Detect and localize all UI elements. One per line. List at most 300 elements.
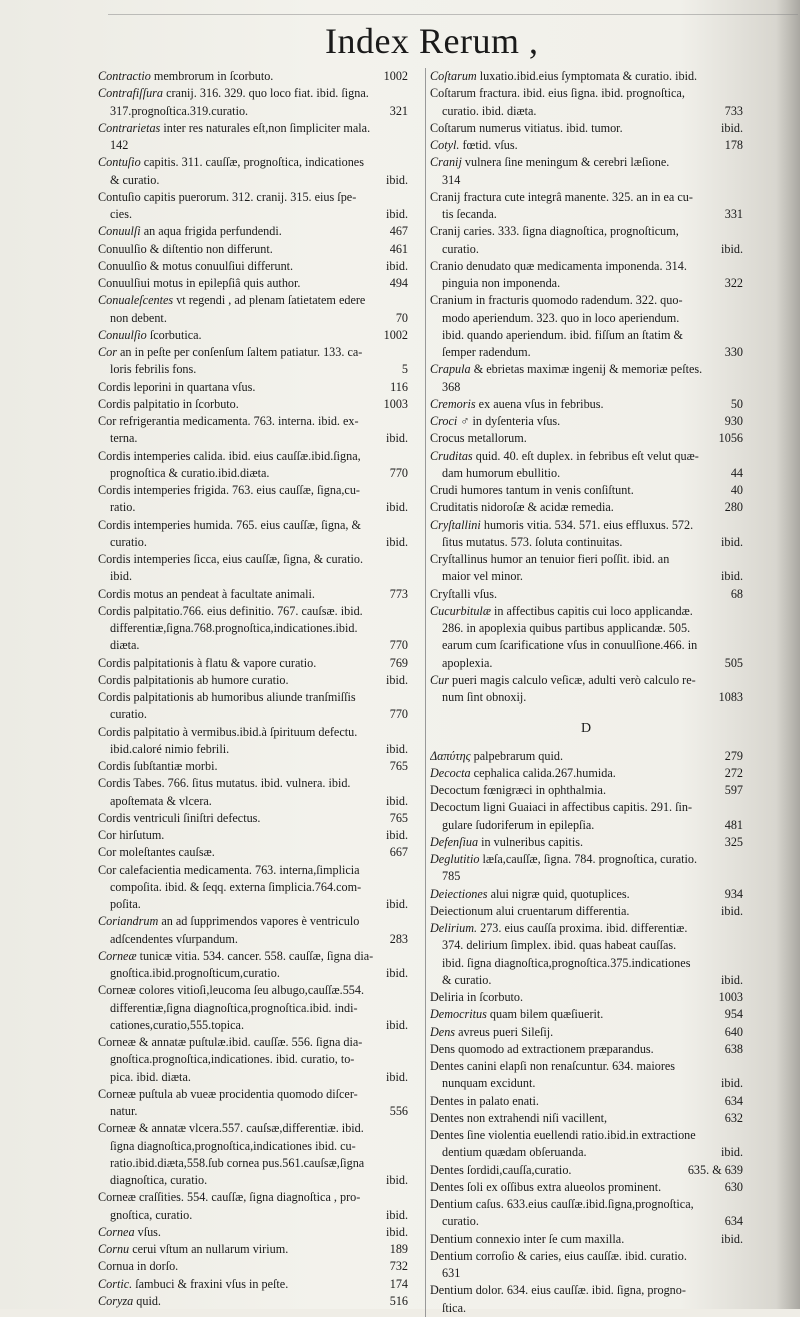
- entry-text: cationes,curatio,555.topica.: [110, 1017, 245, 1032]
- entry-text: Cortic. ſambuci & fraxini vſus in peſte.: [98, 1276, 289, 1291]
- page-reference: ibid.: [385, 672, 408, 687]
- index-entry-line: [98, 896, 408, 913]
- page-reference: 597: [724, 783, 743, 797]
- entry-text: Cryſtallinus humor an tenuior fieri poſſit. ibid. an: [430, 552, 670, 566]
- index-entry: [430, 834, 743, 851]
- index-entry: [430, 765, 743, 782]
- index-entry-line: [430, 413, 743, 430]
- index-entry-line: [98, 1034, 408, 1051]
- page-reference: 325: [724, 834, 743, 849]
- index-entry: [98, 241, 408, 258]
- index-entry: [430, 517, 743, 552]
- index-entry: [430, 1058, 743, 1093]
- index-entry-line: [98, 258, 408, 275]
- entry-text: curatio.: [110, 534, 147, 549]
- index-entry: [98, 1224, 408, 1241]
- page-reference: ibid.: [720, 1076, 743, 1091]
- index-entry: [430, 851, 743, 886]
- index-entry-line: [98, 379, 408, 396]
- index-entry: [98, 154, 408, 189]
- index-entry: [430, 1162, 743, 1179]
- index-entry: [430, 1282, 743, 1317]
- entry-text: Cranium in fracturis quomodo radendum. 322. quo-: [430, 293, 683, 308]
- index-entry: [98, 948, 408, 983]
- entry-text: gulare ſudoriferum in epilepſia.: [442, 817, 595, 832]
- index-entry-line: [98, 499, 408, 516]
- index-entry: [98, 448, 408, 483]
- index-entry: [430, 361, 743, 396]
- index-entry-line: [98, 879, 408, 896]
- entry-text: Cornu cerui vſtum an nullarum virium.: [98, 1242, 289, 1256]
- index-entry: [98, 775, 408, 810]
- page-reference: 770: [389, 638, 408, 653]
- index-entry-line: [98, 982, 408, 999]
- index-entry: [98, 120, 408, 155]
- index-entry: [430, 603, 743, 672]
- index-entry-line: [98, 620, 408, 637]
- entry-text: Cordis intemperies ſicca, eius cauſſæ, ſigna, & curatio.: [98, 552, 364, 566]
- index-entry-line: [98, 1069, 408, 1086]
- page-reference: 481: [724, 817, 743, 832]
- index-entry: [98, 862, 408, 914]
- entry-text: modo aperiendum. 323. quo in loco aperiendum.: [442, 310, 680, 325]
- entry-text: Cryſtallini humoris vitia. 534. 571. eius effluxus. 572.: [430, 517, 694, 532]
- index-entry: [430, 430, 743, 447]
- entry-text: maior vel minor.: [442, 569, 523, 584]
- index-entry-line: [430, 748, 743, 765]
- index-entry: [98, 258, 408, 275]
- page-reference: ibid.: [385, 172, 408, 187]
- entry-text: earum cum ſcarificatione vſus in conuulſione.466. in: [442, 638, 698, 653]
- index-entry-line: [98, 1155, 408, 1172]
- index-entry-line: [98, 655, 408, 672]
- index-entry-line: [430, 782, 743, 799]
- index-entry: [430, 1110, 743, 1127]
- index-entry: [98, 413, 408, 448]
- index-entry: [98, 327, 408, 344]
- page-reference: 44: [730, 465, 743, 480]
- index-entry: [98, 672, 408, 689]
- index-entry-line: [430, 1093, 743, 1110]
- entry-text: Dentes ſine violentia euellendi ratio.ibid.in extractione: [430, 1128, 696, 1142]
- entry-text: ſemper radendum.: [442, 345, 531, 359]
- index-entry-line: [430, 103, 743, 120]
- index-entry-line: [430, 1265, 743, 1282]
- page-reference: 1002: [383, 327, 408, 342]
- page-reference: ibid.: [385, 828, 408, 842]
- entry-text: Cornea vſus.: [98, 1224, 161, 1239]
- entry-text: Coſtarum luxatio.ibid.eius ſymptomata & curatio. ibid.: [430, 69, 698, 83]
- index-entry-line: [98, 68, 408, 85]
- entry-text: curatio. ibid. diæta.: [442, 103, 537, 118]
- index-entry: [98, 1241, 408, 1258]
- entry-text: Cordis palpitationis ab humore curatio.: [98, 672, 289, 687]
- entry-text: Cremoris ex auena vſus in febribus.: [430, 396, 604, 411]
- index-entry-line: [98, 120, 408, 137]
- index-entry-line: [430, 1248, 743, 1265]
- index-entry-line: [98, 741, 408, 758]
- page-reference: 934: [724, 886, 743, 901]
- index-entry: [98, 758, 408, 775]
- entry-text: Coſtarum fractura. ibid. eius ſigna. ibid. prognoſtica,: [430, 86, 685, 101]
- index-entry-line: [430, 1179, 743, 1196]
- index-entry-line: [98, 1051, 408, 1068]
- entry-text: Cordis motus an pendeat à facultate animali.: [98, 586, 315, 601]
- index-entry-line: [98, 292, 408, 309]
- entry-text: Deglutitio læſa,cauſſæ, ſigna. 784. prognoſtica, curatio.: [430, 852, 698, 866]
- entry-text: Cur pueri magis calculo veſicæ, adulti verò calculo re-: [430, 672, 696, 687]
- index-entry-line: [98, 241, 408, 258]
- entry-text: dam humorum ebullitio.: [442, 465, 561, 480]
- index-entry-line: [430, 517, 743, 534]
- index-entry-line: [430, 586, 743, 603]
- index-entry: [430, 1231, 743, 1248]
- index-entry: [98, 844, 408, 861]
- index-entry-line: [430, 1213, 743, 1230]
- index-entry-line: [98, 465, 408, 482]
- page-reference: 40: [730, 483, 743, 497]
- index-entry-line: [430, 482, 743, 499]
- index-entry-line: [430, 68, 743, 85]
- index-entry-line: [430, 1006, 743, 1023]
- page-reference: 330: [724, 345, 743, 359]
- entry-text: Crapula & ebrietas maximæ ingenij & memoriæ peſtes.: [430, 362, 703, 377]
- page-reference: 769: [389, 655, 408, 670]
- index-entry: [98, 68, 408, 85]
- entry-text: Cor moleſtantes cauſsæ.: [98, 845, 215, 860]
- page-reference: ibid.: [385, 1173, 408, 1187]
- entry-text: Corneæ puſtula ab vueæ procidentia quomodo diſcer-: [98, 1086, 358, 1101]
- index-entry-line: [430, 534, 743, 551]
- index-entry: [430, 1024, 743, 1041]
- index-entry-line: [98, 965, 408, 982]
- index-entry-line: [98, 206, 408, 223]
- index-entry-line: [430, 361, 743, 378]
- index-entry: [98, 189, 408, 224]
- entry-text: ſtica.: [442, 1300, 467, 1315]
- index-entry-line: [98, 1000, 408, 1017]
- index-entry-line: [98, 430, 408, 447]
- index-entry-line: [98, 775, 408, 792]
- index-entry-line: [430, 206, 743, 223]
- page-reference: 556: [389, 1104, 408, 1118]
- entry-text: pinguia non imponenda.: [442, 276, 561, 290]
- index-column-left: [98, 68, 408, 1310]
- page-reference: 322: [724, 276, 743, 290]
- page-reference: ibid.: [385, 793, 408, 808]
- index-entry-line: [98, 189, 408, 206]
- index-entry-line: [430, 344, 743, 361]
- index-entry-line: [430, 551, 743, 568]
- index-entry-line: [98, 327, 408, 344]
- entry-text: Corneæ colores vitioſi,leucoma ſeu albugo,cauſſæ.554.: [98, 983, 365, 998]
- index-entry-line: [98, 534, 408, 551]
- entry-text: Cornua in dorſo.: [98, 1259, 179, 1274]
- index-entry-line: [98, 1138, 408, 1155]
- index-entry-line: [430, 258, 743, 275]
- index-entry-line: [98, 672, 408, 689]
- entry-text: apoplexia.: [442, 655, 493, 670]
- index-entry-line: [98, 913, 408, 930]
- index-entry-line: [430, 1196, 743, 1213]
- index-entry-line: [98, 862, 408, 879]
- index-entry: [98, 689, 408, 724]
- page-reference: ibid.: [385, 1207, 408, 1222]
- index-entry-line: [430, 499, 743, 516]
- entry-text: Conualeſcentes vt regendi , ad plenam ſatietatem edere: [98, 293, 366, 308]
- index-entry: [98, 724, 408, 759]
- page-reference: ibid.: [385, 207, 408, 221]
- entry-text: Conuulſio & motus conuulſiui differunt.: [98, 258, 294, 273]
- top-rule: [108, 14, 798, 15]
- page-reference: 1083: [718, 690, 743, 704]
- index-entry-line: [98, 1086, 408, 1103]
- index-entry-line: [430, 851, 743, 868]
- index-entry: [98, 655, 408, 672]
- index-entry: [430, 1006, 743, 1023]
- index-entry-line: [430, 620, 743, 637]
- index-entry-line: [98, 1293, 408, 1310]
- index-entry: [430, 920, 743, 989]
- entry-text: ibid. ſigna diagnoſtica,prognoſtica.375.indicationes: [442, 955, 691, 970]
- entry-text: Contuſio capitis puerorum. 312. cranij. 315. eius ſpe-: [98, 189, 357, 204]
- section-letter: D: [580, 721, 593, 737]
- page-reference: 640: [724, 1024, 743, 1039]
- index-entry-line: [98, 1207, 408, 1224]
- entry-text: Dentium connexio inter ſe cum maxilla.: [430, 1231, 625, 1246]
- entry-text: Corneæ craſſities. 554. cauſſæ, ſigna diagnoſtica , pro-: [98, 1190, 361, 1205]
- index-entry: [430, 292, 743, 361]
- index-entry-line: [98, 758, 408, 775]
- entry-text: diæta.: [110, 638, 140, 653]
- index-entry: [98, 379, 408, 396]
- index-entry: [430, 154, 743, 189]
- index-entry-line: [430, 937, 743, 954]
- index-entry-line: [98, 275, 408, 292]
- entry-text: Deiectiones alui nigræ quid, quotuplices.: [430, 886, 630, 901]
- index-entry: [98, 551, 408, 586]
- index-entry-line: [98, 1258, 408, 1275]
- index-entry: [98, 1120, 408, 1189]
- index-entry-line: [430, 85, 743, 102]
- index-entry: [430, 120, 743, 137]
- index-entry: [98, 982, 408, 1034]
- index-entry-line: [98, 172, 408, 189]
- entry-text: gnoſtica.prognoſtica,indicationes. ibid. curatio, to-: [110, 1052, 355, 1067]
- entry-text: differentiæ,ſigna.768.prognoſtica,indicationes.ibid.: [110, 621, 358, 635]
- entry-text: terna.: [110, 431, 138, 446]
- index-entry: [98, 586, 408, 603]
- index-entry: [98, 292, 408, 327]
- entry-text: num ſint obnoxij.: [442, 690, 527, 704]
- index-entry: [430, 903, 743, 920]
- page-reference: 765: [389, 810, 408, 825]
- index-entry: [98, 603, 408, 655]
- entry-text: Dentes non extrahendi niſi vacillent,: [430, 1110, 608, 1125]
- entry-text: Cranij caries. 333. ſigna diagnoſtica, prognoſticum,: [430, 224, 679, 239]
- entry-text: Cor an in peſte per conſenſum ſaltem patiatur. 133. ca-: [98, 345, 363, 359]
- entry-text: nunquam excidunt.: [442, 1076, 536, 1091]
- entry-text: Conuulſiui motus in epilepſiâ quis author.: [98, 276, 301, 290]
- index-entry: [98, 275, 408, 292]
- entry-text: pica. ibid. diæta.: [110, 1069, 191, 1084]
- entry-text: gnoſtica, curatio.: [110, 1207, 193, 1222]
- page-reference: 634: [724, 1214, 743, 1229]
- index-entry-line: [98, 310, 408, 327]
- page-reference: 321: [389, 103, 408, 118]
- index-entry-line: [98, 706, 408, 723]
- entry-text: Dentes ſordidi,cauſſa,curatio.: [430, 1162, 572, 1177]
- page-reference: ibid.: [720, 120, 743, 135]
- entry-text: Cordis intemperies humida. 765. eius cauſſæ, ſigna, &: [98, 517, 362, 532]
- index-entry-line: [430, 1144, 743, 1161]
- entry-text: Dentium caſus. 633.eius cauſſæ.ibid.ſigna,prognoſtica,: [430, 1197, 694, 1211]
- index-entry-line: [430, 1162, 743, 1179]
- index-entry-line: [98, 344, 408, 361]
- entry-text: ratio.: [110, 500, 136, 515]
- index-entry: [430, 448, 743, 483]
- page-reference: 494: [389, 276, 408, 290]
- page-reference: 732: [389, 1259, 408, 1274]
- index-entry-line: [98, 689, 408, 706]
- page-reference: ibid.: [720, 1231, 743, 1246]
- entry-text: Cruditatis nidoroſæ & acidæ remedia.: [430, 500, 614, 515]
- entry-text: Cranij vulnera ſine meningum & cerebri læſione.: [430, 155, 670, 170]
- index-entry: [430, 258, 743, 293]
- page-reference: 630: [724, 1179, 743, 1194]
- index-entry-line: [430, 379, 743, 396]
- index-entry-line: [430, 1075, 743, 1092]
- index-entry-line: [430, 1058, 743, 1075]
- index-entry: [430, 1196, 743, 1231]
- entry-text: Cor hirſutum.: [98, 828, 165, 842]
- index-entry-line: [430, 1231, 743, 1248]
- entry-text: Contuſio capitis. 311. cauſſæ, prognoſtica, indicationes: [98, 155, 364, 170]
- index-entry-line: [430, 154, 743, 171]
- index-entry-line: [430, 834, 743, 851]
- index-entry-line: [430, 603, 743, 620]
- index-entry-line: [430, 137, 743, 154]
- index-entry: [430, 1179, 743, 1196]
- entry-text: Contrarietas inter res naturales eſt,non ſimpliciter mala.: [98, 120, 371, 135]
- index-entry-line: [430, 799, 743, 816]
- index-entry: [430, 782, 743, 799]
- entry-text: Cordis palpitatio.766. eius definitio. 767. cauſsæ. ibid.: [98, 603, 363, 618]
- entry-text: adſcendentes vſurpandum.: [110, 931, 238, 946]
- entry-text: Corneæ & annatæ puſtulæ.ibid. cauſſæ. 556. ſigna dia-: [98, 1035, 363, 1049]
- index-entry-line: [430, 172, 743, 189]
- page-reference: ibid.: [720, 903, 743, 918]
- entry-text: Cor refrigerantia medicamenta. 763. interna. ibid. ex-: [98, 414, 359, 428]
- entry-text: Cordis palpitatio in ſcorbuto.: [98, 396, 239, 411]
- index-entry-line: [430, 955, 743, 972]
- entry-text: Coriandrum an ad ſupprimendos vapores è ventriculo: [98, 914, 360, 929]
- index-entry-line: [98, 551, 408, 568]
- index-entry-line: [430, 920, 743, 937]
- page-reference: 516: [389, 1293, 408, 1308]
- index-entry: [430, 482, 743, 499]
- index-entry-line: [430, 396, 743, 413]
- index-entry-line: [430, 655, 743, 672]
- index-entry-line: [98, 413, 408, 430]
- page-reference: 1003: [718, 990, 743, 1004]
- index-entry: [430, 189, 743, 224]
- entry-text: Dentes ſoli ex oſſibus extra alueolos prominent.: [430, 1179, 662, 1194]
- index-entry-line: [430, 430, 743, 447]
- index-entry: [430, 1093, 743, 1110]
- index-entry-line: [430, 241, 743, 258]
- index-entry: [98, 1258, 408, 1275]
- page-reference: 770: [389, 707, 408, 722]
- page-reference: 1056: [718, 431, 743, 446]
- index-entry-line: [430, 189, 743, 206]
- entry-text: Cordis palpitationis à flatu & vapore curatio.: [98, 655, 317, 670]
- entry-text: 314: [442, 172, 461, 187]
- page-reference: 272: [724, 765, 743, 780]
- index-entry: [430, 551, 743, 586]
- page-reference: ibid.: [385, 1069, 408, 1084]
- entry-text: 785: [442, 869, 461, 884]
- entry-text: Defenſiua in vulneribus capitis.: [430, 834, 583, 849]
- entry-text: 368: [442, 379, 461, 394]
- index-entry-line: [430, 568, 743, 585]
- index-entry-line: [98, 1276, 408, 1293]
- entry-text: Dentium corroſio & caries, eius cauſſæ. ibid. curatio.: [430, 1248, 687, 1263]
- entry-text: Cordis ventriculi ſiniſtri defectus.: [98, 810, 261, 825]
- entry-text: Contractio membrorum in ſcorbuto.: [98, 69, 274, 83]
- index-entry-line: [430, 223, 743, 240]
- page-reference: 116: [390, 379, 408, 394]
- entry-text: loris febrilis fons.: [110, 362, 197, 377]
- index-entry-line: [430, 972, 743, 989]
- index-entry-line: [430, 637, 743, 654]
- index-entry-line: [430, 1110, 743, 1127]
- page-reference: 280: [724, 500, 743, 515]
- index-entry: [430, 68, 743, 85]
- index-entry-line: [430, 1024, 743, 1041]
- entry-text: Cordis palpitatio à vermibus.ibid.à ſpirituum defectu.: [98, 724, 358, 739]
- page-reference: ibid.: [385, 431, 408, 446]
- page-reference: ibid.: [385, 741, 408, 756]
- index-entry: [98, 85, 408, 120]
- page-reference: ibid.: [385, 258, 408, 273]
- entry-text: 374. delirium ſimplex. ibid. quas habeat cauſſas.: [442, 938, 677, 953]
- entry-text: curatio.: [110, 707, 147, 722]
- index-entry: [98, 913, 408, 948]
- index-entry-line: [430, 465, 743, 482]
- index-entry-line: [430, 120, 743, 137]
- page-reference: 635. & 639: [687, 1162, 743, 1177]
- page-reference: 461: [389, 241, 408, 256]
- page-reference: ibid.: [385, 897, 408, 911]
- index-entry-line: [98, 603, 408, 620]
- page-reference: ibid.: [385, 1224, 408, 1239]
- index-entry-line: [430, 448, 743, 465]
- entry-text: non debent.: [110, 310, 167, 325]
- index-entry: [98, 827, 408, 844]
- index-entry-line: [98, 827, 408, 844]
- index-entry: [430, 223, 743, 258]
- index-entry: [430, 886, 743, 903]
- entry-text: 317.prognoſtica.319.curatio.: [110, 103, 249, 118]
- page-reference: 930: [724, 414, 743, 428]
- page-reference: 331: [724, 207, 743, 221]
- entry-text: Cranij fractura cute integrâ manente. 325. an in ea cu-: [430, 189, 693, 204]
- index-entry: [430, 137, 743, 154]
- index-entry-line: [430, 1300, 743, 1317]
- page-reference: ibid.: [385, 966, 408, 980]
- entry-text: cies.: [110, 207, 132, 221]
